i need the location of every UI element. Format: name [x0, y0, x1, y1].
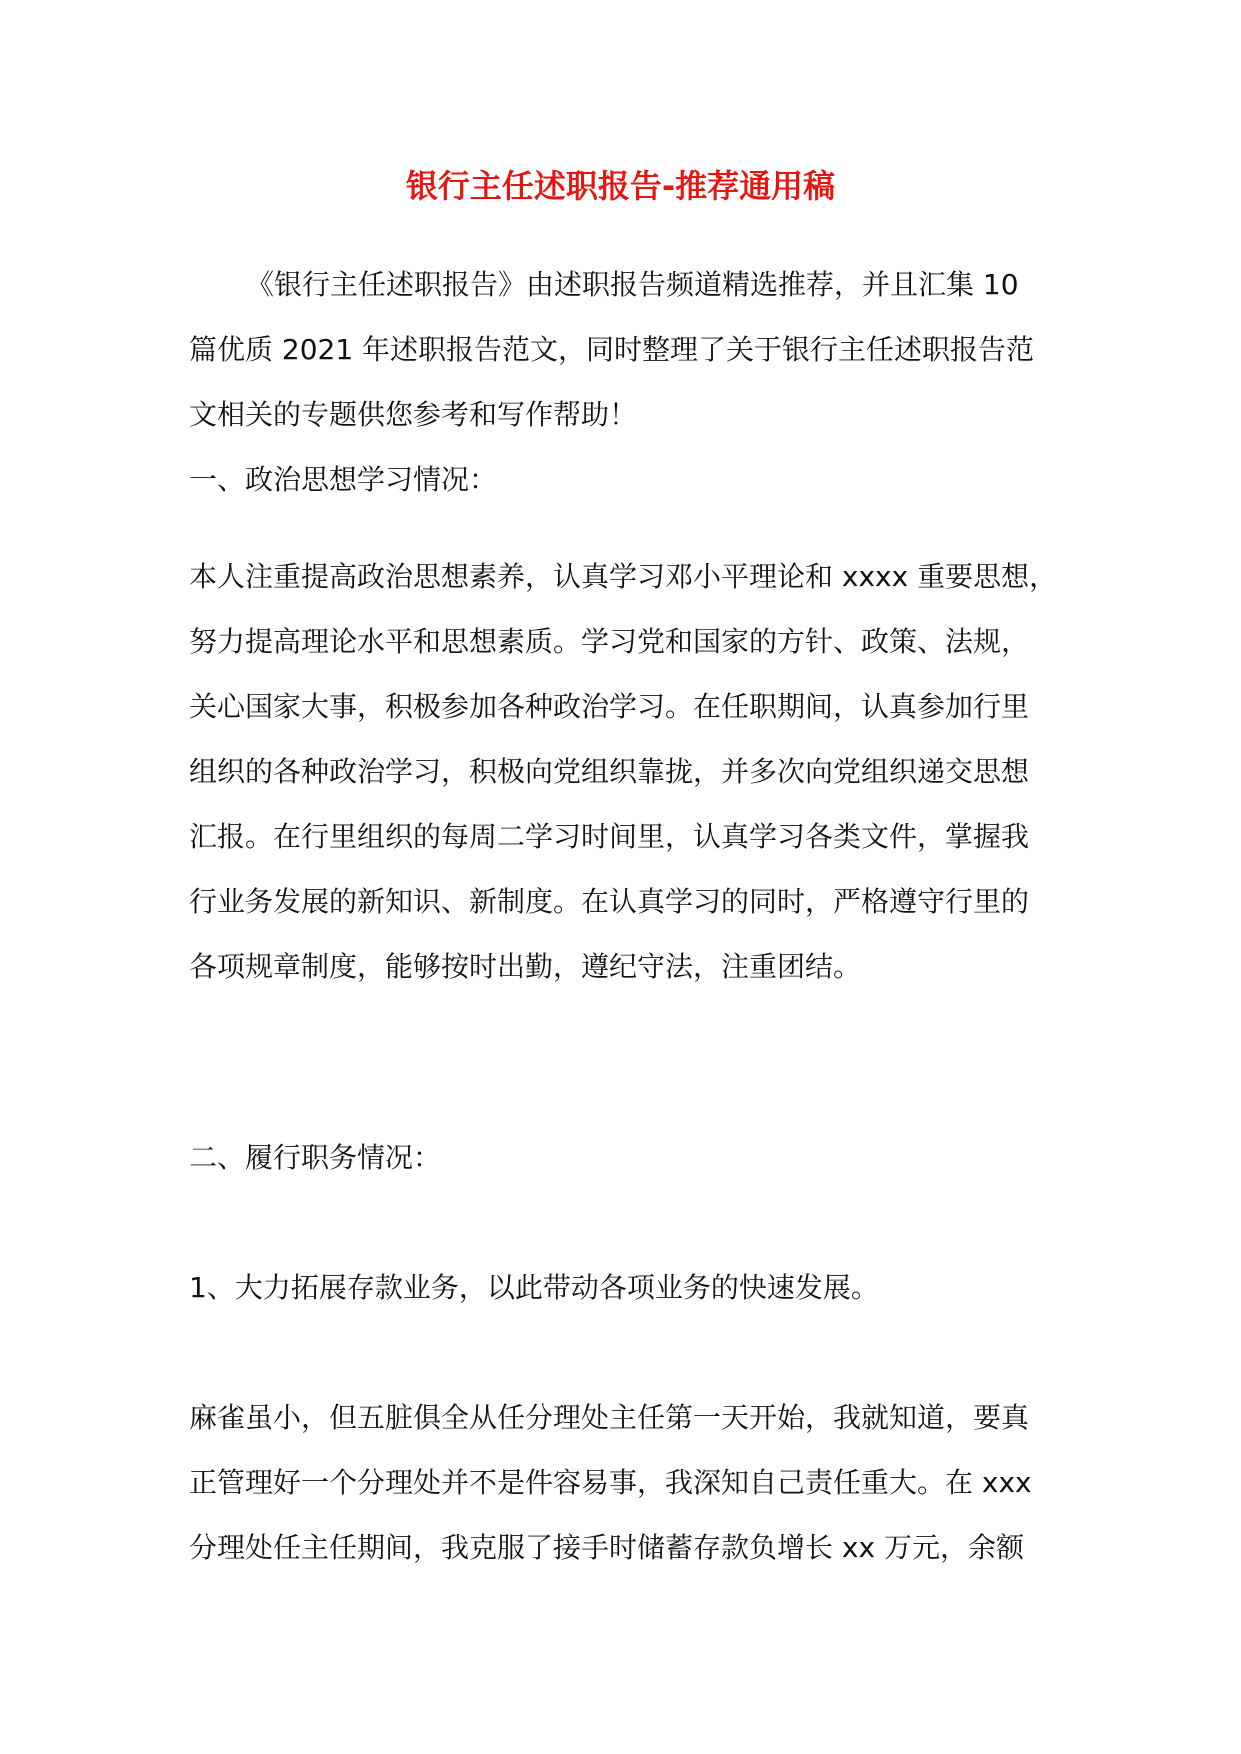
paragraph-line: 本人注重提高政治思想素养，认真学习邓小平理论和 xxxx 重要思想，: [189, 560, 1058, 593]
paragraph-line: 行业务发展的新知识、新制度。在认真学习的同时，严格遵守行里的: [189, 885, 1030, 918]
list-item-heading: 1、大力拓展存款业务，以此带动各项业务的快速发展。: [189, 1271, 879, 1304]
paragraph-line: 分理处任主任期间，我克服了接手时储蓄存款负增长 xx 万元，余额: [189, 1531, 1024, 1564]
paragraph-line: 各项规章制度，能够按时出勤，遵纪守法，注重团结。: [189, 950, 862, 983]
section2-heading-block: [189, 1125, 1069, 1190]
section-heading: 二、履行职务情况：: [189, 1141, 442, 1174]
paragraph-line: 组织的各种政治学习，积极向党组织靠拢，并多次向党组织递交思想: [189, 755, 1030, 788]
intro-paragraph: [189, 252, 1069, 512]
document-title: 银行主任述职报告-推荐通用稿: [405, 167, 836, 205]
intro-line: 《银行主任述职报告》由述职报告频道精选推荐，并且汇集 10: [246, 268, 1019, 301]
item1-paragraph: [189, 1385, 1069, 1580]
intro-line: 篇优质 2021 年述职报告范文，同时整理了关于银行主任述职报告范: [189, 333, 1035, 366]
section1-paragraph: [189, 544, 1069, 999]
paragraph-line: 麻雀虽小，但五脏俱全从任分理处主任第一天开始，我就知道，要真: [189, 1401, 1030, 1434]
paragraph-line: 努力提高理论水平和思想素质。学习党和国家的方针、政策、法规，: [189, 625, 1030, 658]
paragraph-line: 正管理好一个分理处并不是件容易事，我深知自己责任重大。在 xxx: [189, 1466, 1032, 1499]
paragraph-line: 关心国家大事，积极参加各种政治学习。在任职期间，认真参加行里: [189, 690, 1030, 723]
item1-heading-block: [189, 1255, 1069, 1320]
section-heading: 一、政治思想学习情况：: [189, 463, 498, 496]
intro-line: 文相关的专题供您参考和写作帮助！: [189, 398, 638, 431]
paragraph-line: 汇报。在行里组织的每周二学习时间里，认真学习各类文件，掌握我: [189, 820, 1030, 853]
